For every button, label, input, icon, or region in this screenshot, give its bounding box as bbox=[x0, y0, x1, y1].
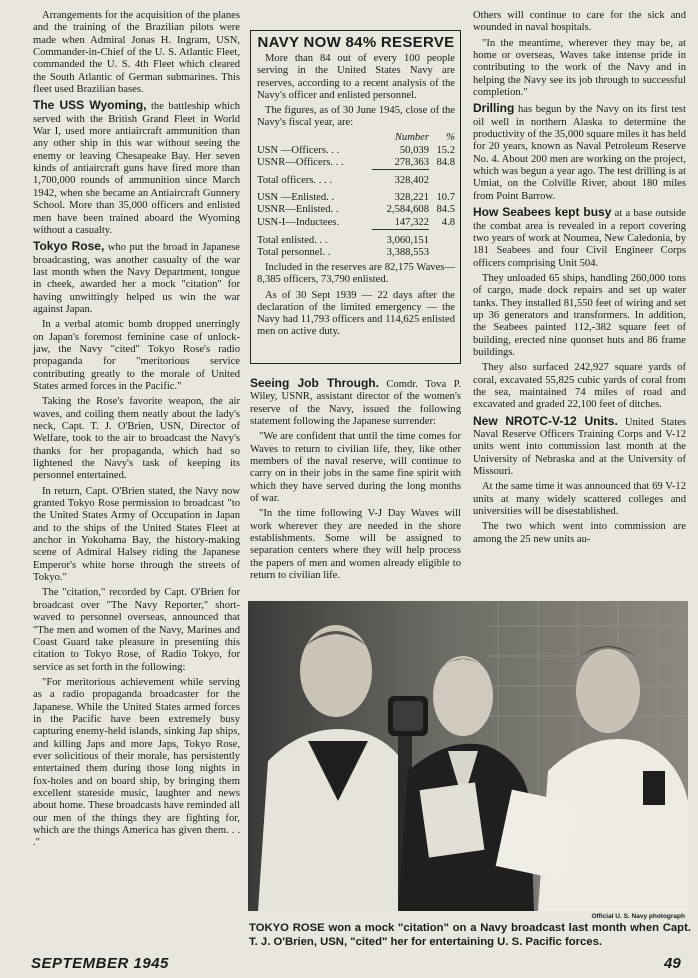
wyoming-lead: The USS Wyoming, bbox=[33, 98, 147, 113]
paragraph-vj-day: "In the time following V-J Day Waves will work wherever they are needed in the shore establishments. Some will be assigned to separation centers where they will help process the papers of men and women already eligible to return to civilian life. bbox=[250, 508, 461, 582]
row-number: 2,584,608 bbox=[386, 204, 429, 216]
page-number: 49 bbox=[664, 955, 681, 972]
table-row-total bbox=[257, 229, 455, 247]
box-1939: As of 30 Sept 1939 — 22 days after the declaration of the limited emergency — the Navy had 11,793 officers and 114,625 enlisted men on active duty. bbox=[257, 289, 455, 338]
row-number: 278,363 bbox=[394, 156, 429, 168]
row-number: 3,388,553 bbox=[386, 247, 429, 259]
paragraph-in-return: In return, Capt. O'Brien stated, the Navy now granted Tokyo Rose permission to broadcast "to the United States Army of Occupation in Japan and to the ships of the United States Fleet at anchor in Yokohama Bay, the history-making scene of Admiral Halsey riding the Japanese Emperor's white horse through the streets of Tokyo." bbox=[33, 485, 240, 584]
row-label: Total personnel. . bbox=[257, 247, 331, 259]
row-number: 328,221 bbox=[394, 192, 429, 204]
tokyo-rose-lead: Tokyo Rose, bbox=[33, 239, 105, 254]
paragraph-commission: The two which went into commission are among the 25 new units au- bbox=[473, 521, 686, 545]
row-label: USN —Officers. . . bbox=[257, 144, 340, 156]
seabees-lead: How Seabees kept busy bbox=[473, 205, 612, 220]
paragraph-nrotc bbox=[473, 415, 686, 479]
row-number: 50,039 bbox=[399, 144, 429, 156]
column-right bbox=[473, 10, 686, 598]
row-percent: 15.2 bbox=[436, 144, 455, 156]
broadcast-photo-illustration bbox=[248, 601, 688, 911]
row-percent bbox=[429, 229, 455, 247]
tokyo-rose-text: who put the broad in Japanese broadcasting, was another casualty of the war last month when the Navy Department, tongue in cheek, awarded her a mock "citation" for having unwittingly helped us win the war against Japan. bbox=[33, 242, 240, 315]
table-row-total bbox=[257, 247, 455, 259]
box-figures-intro: The figures, as of 30 June 1945, close of the Navy's fiscal year, are: bbox=[257, 105, 455, 129]
row-percent bbox=[429, 247, 455, 259]
issue-date: SEPTEMBER 1945 bbox=[31, 955, 169, 972]
paragraph-confident: "We are confident that until the time comes for Waves to return to civilian life, they, like other members of the naval reserve, will continue to carry on in their jobs in the same fine spirit with which they have served during the long months of war. bbox=[250, 431, 461, 505]
row-percent: 84.5 bbox=[436, 204, 455, 216]
paragraph-meantime: "In the meantime, wherever they may be, at home or overseas, Waves take intense pride in contributing to the work of the Navy and in helping the Navy see its job through to successful completion." bbox=[473, 37, 686, 99]
nrotc-text: United States Naval Reserve Officers Training Corps and V-12 units went into commission last month at the University of Nebraska and at the University of Missouri. bbox=[473, 416, 686, 478]
row-label: USNR—Enlisted. . bbox=[257, 204, 339, 216]
photo-caption bbox=[249, 922, 691, 949]
drilling-text: has begun by the Navy on its first test oil well in northern Alaska to determine the productivity of the 35,000 square miles it has held for 20 years, known as Naval Petroleum Reserve No. 4. About 200 men are working on the project, which was begun a year ago. The test drilling is at Umiat, on the Colville River, about 180 miles from Point Barrow. bbox=[473, 104, 686, 202]
navy-reserve-box bbox=[250, 30, 461, 364]
row-percent: 84.8 bbox=[436, 157, 455, 169]
row-label: Total enlisted. . . bbox=[257, 234, 328, 246]
row-number: 3,060,151 bbox=[372, 229, 429, 247]
nrotc-lead: New NROTC-V-12 Units. bbox=[473, 413, 618, 428]
table-row bbox=[257, 187, 455, 204]
table-row bbox=[257, 157, 455, 170]
paragraph-hospitals: Others will continue to care for the sick and wounded in naval hospitals. bbox=[473, 10, 686, 34]
paragraph-seeing-job bbox=[250, 377, 461, 428]
row-label: USN —Enlisted. . bbox=[257, 192, 335, 204]
caption-text: won a mock "citation" on a Navy broadcast last month when Capt. T. J. O'Brien, USN, "cited" her for entertaining U. S. Pacific forces. bbox=[249, 922, 691, 948]
caption-lead: TOKYO ROSE bbox=[249, 922, 325, 934]
header-percent: % bbox=[446, 132, 455, 144]
table-row-total bbox=[257, 170, 455, 188]
paragraph-brazil: Arrangements for the acquisition of the planes and the training of the Brazilian pilots were made when Admiral Jonas H. Ingram, USN, Commander-in-Chief of the U. S. Atlantic Fleet, commanded the U. S. 4th Fleet which cleared the South Atlantic of German submarines. This fleet used Brazilian bases. bbox=[33, 10, 240, 96]
column-left bbox=[33, 10, 240, 849]
row-label: Total officers. . . . bbox=[257, 174, 332, 186]
paragraph-meritorious: "For meritorious achievement while serving as a radio propaganda broadcaster for the Japanese. While the United States armed forces in the Pacific have been extremely busy capturing enemy-held islands, sinking Jap ships, and killing Japs and more Japs, Tokyo Rose, ever solicitious of their morale, has persistently entertained them during those long nights in fox-holes and on board ship, by bringing them excellent stateside music, laughter and news about home. These broadcasts have reminded all our men of the things they are fighting for, which are the things America has given them. . . ." bbox=[33, 676, 240, 849]
row-label: USNR—Officers. . . bbox=[257, 157, 344, 169]
seeing-job-text: Comdr. Tova P. Wiley, USNR, assistant director of the women's reserve of the Navy, issued the following statement following the Japanese surrender: bbox=[250, 379, 461, 428]
paragraph-seabees bbox=[473, 206, 686, 270]
box-title: NAVY NOW 84% RESERVE bbox=[257, 34, 455, 51]
row-percent: 10.7 bbox=[436, 192, 455, 204]
photo-credit: Official U. S. Navy photograph bbox=[591, 913, 685, 920]
paragraph-disestablished: At the same time it was announced that 69 V-12 units at many widely scattered colleges and universities will be disestablished. bbox=[473, 481, 686, 518]
seabees-text: at a base outside the combat area is revealed in a report covering two years of work at Noumea, New Caledonia, by 181 Seabees and four Civil Engineer Corps officers comprising Unit 504. bbox=[473, 208, 687, 269]
row-label: USN-I—Inductees. bbox=[257, 216, 340, 228]
row-number: 328,402 bbox=[372, 170, 429, 188]
wyoming-text: the battleship which served with the British Grand Fleet in World War I, used more antiaircraft ammunition than any other ship in this war without seeing the enemy or leaving Chesapeake Bay. Her seven kinds of antiaircraft guns have fired more than 1,700,000 rounds of ammunition since March 1942, when she became an Antiaircraft Gunnery School. More than 35,000 officers and enlisted men have been trained aboard the Wyoming without a casualty. bbox=[33, 101, 240, 236]
paragraph-citation: The "citation," recorded by Capt. O'Brien for broadcast over "The Navy Reporter," short-waved to personnel overseas, announced that "The men and women of the Navy, Marines and Coast Guard take pleasure in presenting this citation to Tokyo Rose, of Radio Tokyo, for service as set forth in the following: bbox=[33, 587, 240, 673]
paragraph-coral: They also surfaced 242,927 square yards of coral, excavated 55,825 cubic yards of coral from the sea, maintained 74 miles of road and excavated and graded 22,100 feet of ditches. bbox=[473, 362, 686, 411]
paragraph-drilling bbox=[473, 102, 686, 203]
table-row bbox=[257, 217, 455, 230]
broadcast-photo bbox=[248, 601, 688, 911]
row-percent: 4.8 bbox=[441, 216, 455, 228]
paragraph-wyoming bbox=[33, 99, 240, 237]
paragraph-air-waves: Taking the Rose's favorite weapon, the air waves, and coiling them neatly about the lady's neck, Capt. T. J. O'Brien, USN, Director of Welfare, took to the air to broadcast the Navy's thanks for her propaganda, which had so lightened the Navy's task of keeping its personnel entertained. bbox=[33, 396, 240, 482]
paragraph-tokyo-rose bbox=[33, 240, 240, 316]
paragraph-atomic-bomb: In a verbal atomic bomb dropped unerringly on Japan's foremost feminine case of unlock-jaw, the Navy "cited" Tokyo Rose's radio propaganda for "meritorious service contributing greatly to the morale of United States armed forces in the Pacific." bbox=[33, 319, 240, 392]
paragraph-unloaded: They unloaded 65 ships, handling 260,000 tons of cargo, made dock repairs and set up water tanks. They installed 81,550 feet of wiring and set up 36 generators and transformers. In addition, the Seabees painted 112,-382 square feet of building, erected nine quonset huts and 86 frame buildings. bbox=[473, 272, 686, 358]
table-row bbox=[257, 204, 455, 216]
row-number: 147,322 bbox=[394, 216, 429, 228]
row-percent bbox=[429, 170, 455, 188]
table-row bbox=[257, 145, 455, 157]
drilling-lead: Drilling bbox=[473, 101, 515, 116]
box-waves: Included in the reserves are 82,175 Waves—8,385 officers, 73,790 enlisted. bbox=[257, 262, 455, 286]
seeing-job-lead: Seeing Job Through. bbox=[250, 376, 379, 390]
header-number: Number bbox=[394, 132, 429, 144]
column-middle bbox=[250, 377, 461, 597]
box-intro: More than 84 out of every 100 people serving in the United States Navy are reserves, according to a recent analysis of the Navy's officer and enlisted personnel. bbox=[257, 53, 455, 101]
personnel-table bbox=[257, 132, 455, 259]
